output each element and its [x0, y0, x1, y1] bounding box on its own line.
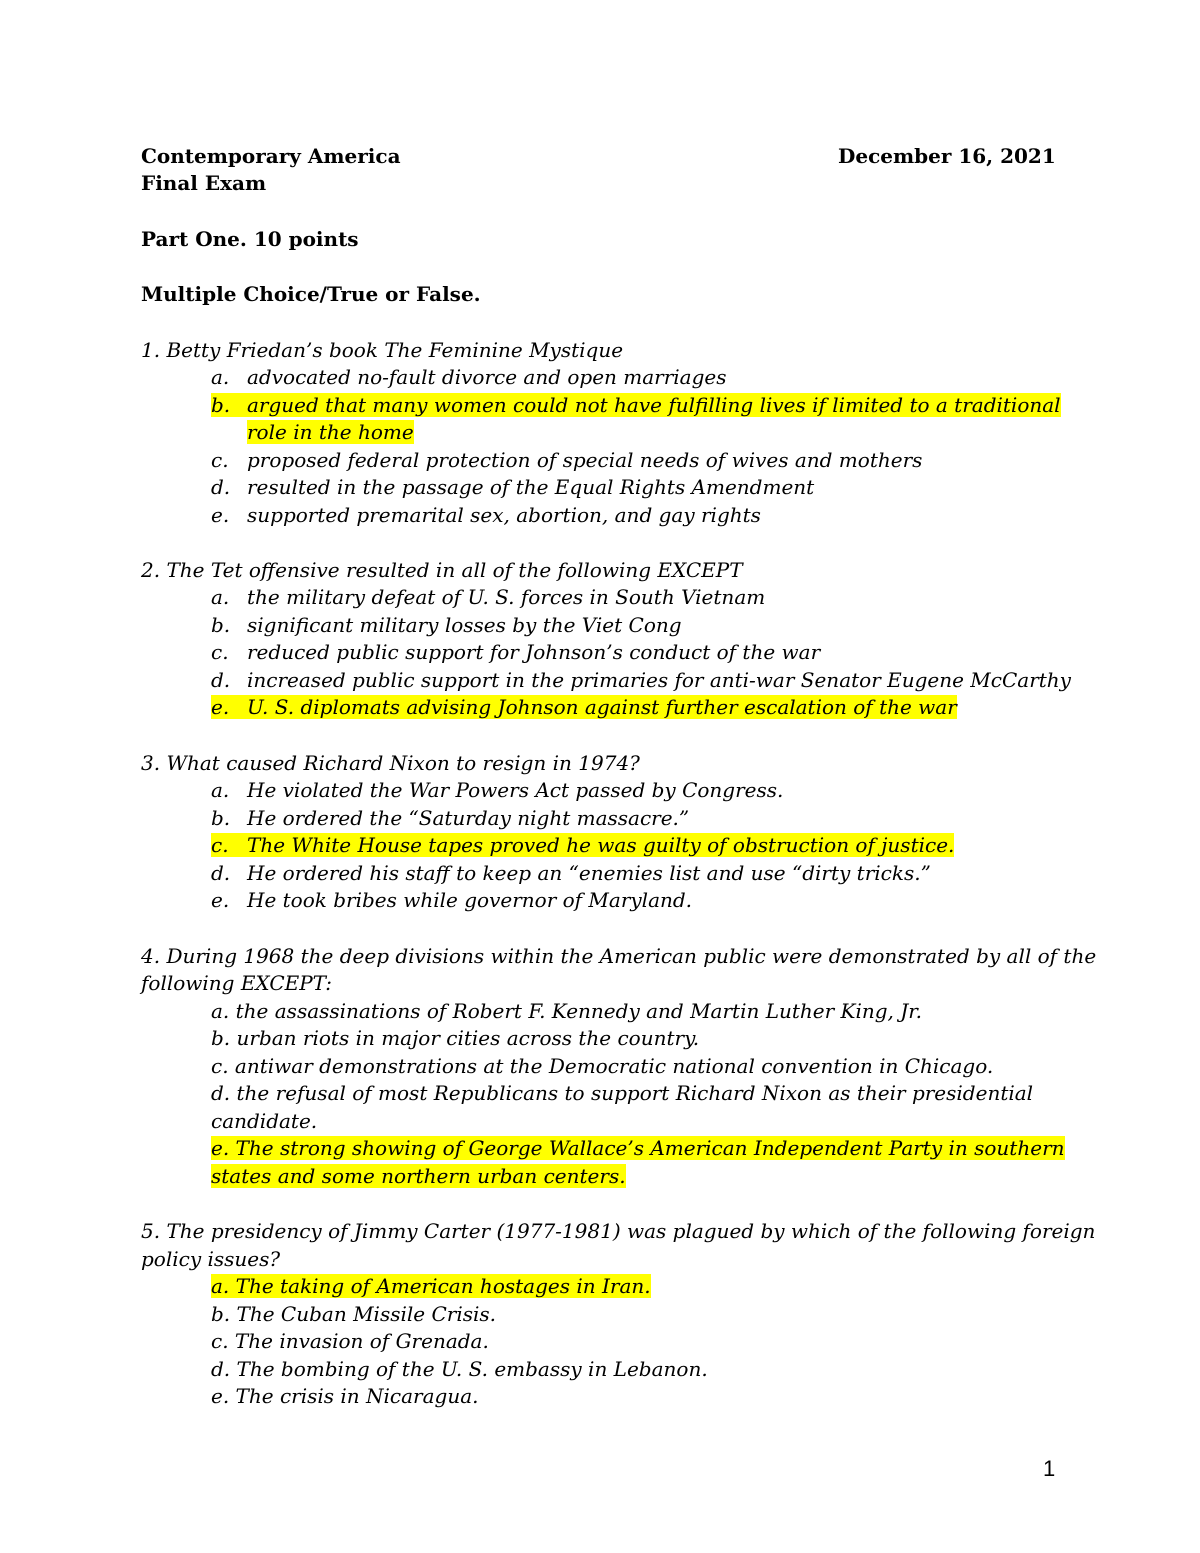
option-4c: c. antiwar demonstrations at the Democratic national convention in Chicago.: [211, 1054, 994, 1078]
option-text-cont: role in the home: [247, 420, 414, 444]
option-letter: a.: [211, 778, 230, 802]
option-3d: [211, 860, 931, 887]
part-heading: Part One. 10 points: [141, 227, 359, 251]
question-5-continued: policy issues?: [141, 1247, 281, 1271]
option-text: He ordered his staff to keep an “enemies list and use “dirty tricks.”: [247, 861, 931, 885]
option-text: advocated no-fault divorce and open marriages: [247, 365, 727, 389]
course-title: Contemporary America: [141, 144, 401, 168]
option-4a: a. the assassinations of Robert F. Kennedy and Martin Luther King, Jr.: [211, 999, 923, 1023]
question-4: 4. During 1968 the deep divisions within the American public were demonstrated by all of the: [141, 944, 1097, 968]
exam-date: December 16, 2021: [838, 144, 1056, 168]
option-letter: a.: [211, 365, 230, 389]
option-5e: e. The crisis in Nicaragua.: [211, 1384, 479, 1408]
option-3c: [211, 832, 954, 859]
option-text-cont: states and some northern urban centers.: [211, 1164, 626, 1188]
option-4d: d. the refusal of most Republicans to support Richard Nixon as their presidential: [211, 1081, 1034, 1105]
option-letter: d.: [211, 475, 231, 499]
option-text: He ordered the “Saturday night massacre.”: [247, 806, 690, 830]
question-1: 1. Betty Friedan’s book The Feminine Mystique: [141, 338, 624, 362]
option-5b: b. The Cuban Missile Crisis.: [211, 1302, 497, 1326]
option-letter: e.: [211, 503, 230, 527]
option-3e: [211, 887, 692, 914]
question-3: 3. What caused Richard Nixon to resign in 1974?: [141, 751, 640, 775]
option-text: resulted in the passage of the Equal Rights Amendment: [247, 475, 815, 499]
option-2e: [211, 694, 957, 721]
option-4d-continued: candidate.: [211, 1109, 318, 1133]
option-letter: c.: [211, 448, 229, 472]
option-letter: b.: [211, 393, 231, 417]
option-text: a. The taking of American hostages in Iran.: [211, 1274, 651, 1298]
option-text: U. S. diplomats advising Johnson against further escalation of the war: [247, 695, 957, 719]
option-1d: [211, 474, 814, 501]
option-5c: c. The invasion of Grenada.: [211, 1329, 489, 1353]
option-text: supported premarital sex, abortion, and gay rights: [247, 503, 761, 527]
option-text: The White House tapes proved he was guilty of obstruction of justice.: [247, 833, 955, 857]
option-1b-continued: [247, 419, 414, 446]
option-1c: [211, 447, 922, 474]
option-4b: b. urban riots in major cities across the country.: [211, 1026, 700, 1050]
section-heading: Multiple Choice/True or False.: [141, 282, 481, 306]
option-letter: c.: [211, 833, 229, 857]
question-4-continued: following EXCEPT:: [141, 971, 333, 995]
option-letter: b.: [211, 613, 231, 637]
option-letter: e.: [211, 695, 230, 719]
option-2d: [211, 667, 1071, 694]
option-1a: [211, 364, 727, 391]
option-1b: [211, 392, 1061, 419]
option-text: He took bribes while governor of Maryland.: [247, 888, 693, 912]
option-5a: [211, 1273, 651, 1300]
option-4e: [211, 1135, 1065, 1162]
option-2c: [211, 639, 820, 666]
option-letter: c.: [211, 640, 229, 664]
option-letter: a.: [211, 585, 230, 609]
option-letter: e.: [211, 888, 230, 912]
page-number: 1: [1043, 1456, 1056, 1481]
option-3b: [211, 805, 689, 832]
option-text: the military defeat of U. S. forces in South Vietnam: [247, 585, 766, 609]
question-2: 2. The Tet offensive resulted in all of the following EXCEPT: [141, 558, 743, 582]
exam-title: Final Exam: [141, 171, 267, 195]
option-2b: [211, 612, 682, 639]
option-letter: d.: [211, 668, 231, 692]
question-5: 5. The presidency of Jimmy Carter (1977-1981) was plagued by which of the following foreign: [141, 1219, 1096, 1243]
option-5d: d. The bombing of the U. S. embassy in Lebanon.: [211, 1357, 708, 1381]
option-3a: [211, 777, 783, 804]
option-text: significant military losses by the Viet Cong: [247, 613, 682, 637]
option-text: proposed federal protection of special needs of wives and mothers: [247, 448, 923, 472]
option-4e-continued: [211, 1163, 626, 1190]
option-text: e. The strong showing of George Wallace’s American Independent Party in southern: [211, 1136, 1065, 1160]
option-1e: [211, 502, 761, 529]
option-text: He violated the War Powers Act passed by Congress.: [247, 778, 784, 802]
option-letter: b.: [211, 806, 231, 830]
option-text: increased public support in the primaries for anti-war Senator Eugene McCarthy: [247, 668, 1071, 692]
option-2a: [211, 584, 765, 611]
option-text: argued that many women could not have fulfilling lives if limited to a traditional: [247, 393, 1061, 417]
option-text: reduced public support for Johnson’s conduct of the war: [247, 640, 821, 664]
option-letter: d.: [211, 861, 231, 885]
